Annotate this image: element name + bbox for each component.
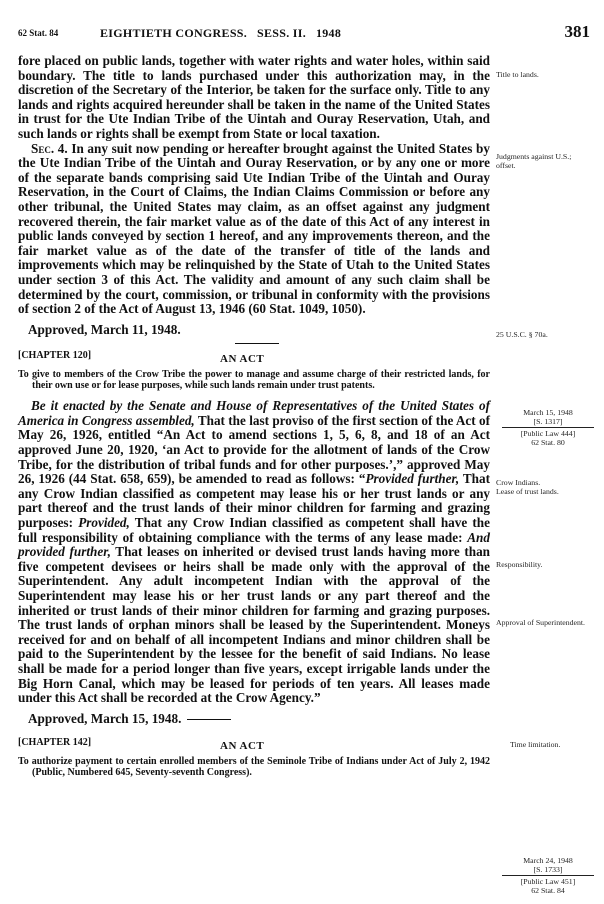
margin-note-crow [496,478,600,496]
approval-date-1: Approved, March 11, 1948. [28,321,181,337]
margin-note-approval: Approval of Superintendent. [496,618,585,627]
chapter-120-purpose: To give to members of the Crow Tribe the power to manage and assume charge of their restricted lands, for their own use or for lease purposes, while such lands remain under trust patents. [18,369,490,392]
divider [187,719,231,720]
chapter-142-heading [18,734,490,753]
chapter-label: [CHAPTER 120] [18,350,92,362]
public-law-number: [Public Law 451] [520,877,576,886]
stat-citation: 62 Stat. 84 [531,886,565,895]
chapter-120-text [18,399,490,705]
text-segment: That any Crow Indian classified as competent may lease his or her trust lands or any part thereof and the trust lands of their minor children for farming and grazing purposes: [18,471,490,531]
bill-number: [S. 1733] [533,865,563,874]
paragraph-section-4 [18,142,490,317]
margin-note-judgments: Judgments against U.S.; offset. [496,152,572,170]
public-law-number: [Public Law 444] [520,429,576,438]
margin-note-crow-indians: Crow Indians. [496,478,541,487]
chapter-142-purpose: To authorize payment to certain enrolled members of the Seminole Tribe of Indians under Act of July 2, 1942 (Public, Numbered 645, Seventy-seventh Congress). [18,756,490,779]
margin-note-title: Title to lands. [496,70,539,79]
page-header [18,22,594,40]
enactment-date: March 24, 1948 [523,856,573,865]
enacting-clause: Be it enacted by the Senate and House of Representatives of the United States of America in Congress assembled, [18,398,490,428]
margin-note-lease: Lease of trust lands. [496,487,559,496]
divider [502,875,594,876]
margin-box-ch142 [496,856,600,895]
text-segment: That the last proviso of the first section of the Act of May 26, 1926, entitled “An Act to amend sections 1, 5, 6, 8, and 18 of an Act approved June 20, 1920, ‘an Act to provide for the allotment of lands of the Crow Tribe, for the distribution of tribal funds and for other purposes.’,” approved May 26, 1926 (44 Stat. 658, 659), be amended to read as follows: “ [18,412,491,487]
margin-note-responsibility: Responsibility. [496,560,543,569]
text-segment: That any Crow Indian classified as competent shall have the full responsibility of obtaining compliance with the terms of any lease made: [18,515,490,545]
act-heading: AN ACT [220,353,265,366]
header-stat-citation: 62 Stat. 84 [18,28,59,38]
chapter-120-heading [18,347,490,366]
divider [235,343,279,344]
section-4-text: In any suit now pending or hereafter brought against the United States by the Ute Indian Tribe of the Uintah and Ouray Reservation, or by any one or more of the separate bands comprising said Ute Indian Tribe of the Uintah and Ouray Reservation, in the Court of Claims, the Indian Claims Commission or before any other tribunal, the United States may claim, as an offset against any judgment recovered therein, the fair market value as of the date of this Act of any interest in public lands conveyed by section 1 hereof, and any improvements thereon, and the fair market value as of the date of the transfer of title of the lands and improvements which may be relinquished by the State of Utah to the United States under section 3 of this Act. The validity and amount of any such claim shall be determined by the court, commission, or tribunal in conformity with the provisions of section 2 of the Act of August 13, 1946 (60 Stat. 1049, 1050). [18,140,490,317]
page-number: 381 [564,22,590,41]
bill-number: [S. 1317] [533,417,563,426]
text-segment: That leases on inherited or devised trust lands having more than five competent devisees or heirs shall be made only with the approval of the Superintendent. Any adult incompetent Indian with the approval of the Superintendent may lease his or her trust lands or any part thereof and the inherited or trust lands of their minor children for farming and grazing purposes. The trust lands of orphan minors shall be leased by the Superintendent. Moneys received for and on behalf of all incompetent Indians and minor children shall be paid to the Superintendent by the lessee for the benefit of said Indians. No lease shall be made for a period longer than five years, except irrigable lands under the Big Horn Canal, which may be leased for periods of ten years. All leases made under this Act shall be recorded at the Crow Agency.” [18,544,491,706]
divider [502,427,594,428]
section-4-label: Sec. 4. [31,140,68,156]
margin-note-usc: 25 U.S.C. § 70a. [496,330,548,339]
margin-note-time-limitation: Time limitation. [510,740,561,749]
paragraph-title-to-lands: fore placed on public lands, together with water rights and water holes, within said boundary. The title to lands purchased under this authorization may, in the discretion of the Secretary of the Interior, be taken for the surface only. Title to any lands and rights acquired hereunder shall be taken in the name of the United States in trust for the Ute Indian Tribe of the Uintah and Ouray Reservation, Utah, and such lands or rights shall be exempt from State or local taxation. [18,53,490,141]
margin-box-ch120 [496,408,600,447]
proviso: And provided further, [18,529,490,560]
proviso: Provided further, [365,471,460,487]
act-heading: AN ACT [220,740,265,753]
stat-citation: 62 Stat. 80 [531,438,565,447]
approval-date-2: Approved, March 15, 1948. [28,710,182,726]
main-text [18,54,490,786]
approval-line-2 [18,712,490,727]
enactment-date: March 15, 1948 [523,408,573,417]
proviso: Provided, [78,515,130,531]
header-title: EIGHTIETH CONGRESS. SESS. II. 1948 [100,26,342,40]
chapter-label: [CHAPTER 142] [18,737,92,749]
